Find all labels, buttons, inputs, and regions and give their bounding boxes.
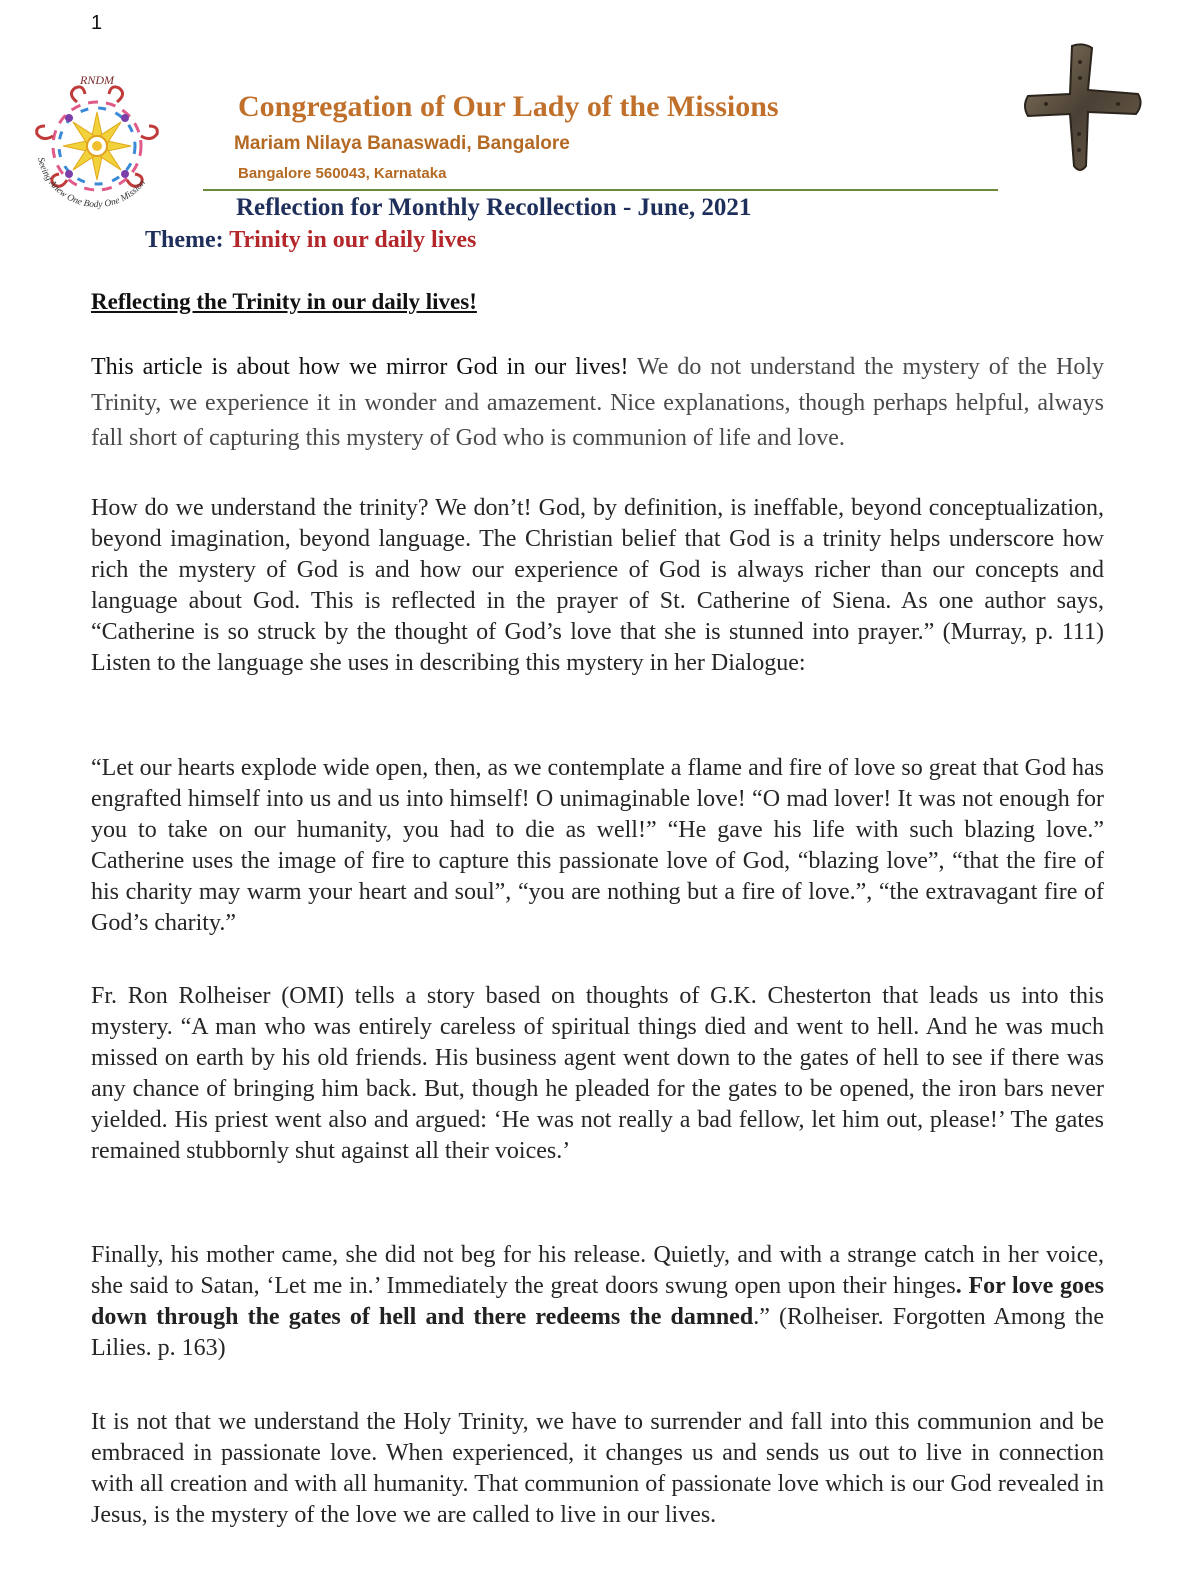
intro-rest: We do not understand the mystery of the Holy Trinity, we experience it in wonder and amazement. Nice explanations, though perhaps helpful, always fall short of capturing this mystery of God who is communion of life and love.: [91, 354, 1105, 451]
paragraph-mother-story: [91, 1240, 1104, 1364]
paragraph-intro: [91, 350, 1104, 457]
theme-line: [145, 227, 476, 254]
org-address-line1: Mariam Nilaya Banaswadi, Bangalore: [234, 133, 570, 154]
org-address-line2: Bangalore 560043, Karnataka: [238, 165, 447, 182]
paragraph-rolheiser-story: Fr. Ron Rolheiser (OMI) tells a story based on thoughts of G.K. Chesterton that leads us into this mystery. “A man who was entirely careless of spiritual things died and went to hell. And he was much missed on earth by his old friends. His business agent went down to the gates of hell to see if there was any chance of bringing him back. But, though he pleaded for the gates to be opened, the iron bars never yielded. His priest went also and argued: ‘He was not really a bad fellow, let him out, please!’ The gates remained stubbornly shut against all their voices.’: [91, 983, 1104, 1164]
mother-story-citation: .” (Rolheiser. Forgotten Among the Lilies. p. 163): [91, 1304, 1104, 1361]
theme-label: Theme:: [145, 227, 224, 253]
org-name: Congregation of Our Lady of the Missions: [238, 90, 779, 123]
header-divider: [203, 189, 998, 191]
svg-text:Seeing Anew One Body One Missi: Seeing Anew One Body One Mission: [35, 156, 148, 211]
intro-lead: This article is about how we mirror God in our lives!: [91, 354, 629, 380]
paragraph-catherine-quote: “Let our hearts explode wide open, then, as we contemplate a flame and fire of love so great that God has engrafted himself into us and us into himself! O unimaginable love! “O mad lover! It was not enough for you to take on our humanity, you had to die as well!” “He gave his life with such blazing love.” Catherine uses the image of fire to capture this passionate love of God, “blazing love”, “that the fire of his charity may warm your heart and soul”, “you are nothing but a fire of love.”, “the extravagant fire of God’s charity.”: [91, 755, 1104, 936]
reflection-title: Reflection for Monthly Recollection - June, 2021: [236, 194, 752, 221]
page-number: 1: [91, 12, 103, 34]
bronze-cross-icon: [1022, 42, 1144, 174]
mother-story-text: Finally, his mother came, she did not beg for his release. Quietly, and with a strange catch in her voice, she said to Satan, ‘Let me in.’ Immediately the great doors swung open upon their hinges: [91, 1242, 1104, 1299]
paragraph-conclusion: It is not that we understand the Holy Trinity, we have to surrender and fall into this communion and be embraced in passionate love. When experienced, it changes us and sends us out to live in connection with all creation and with all humanity. That communion of passionate love which is our God revealed in Jesus, is the mystery of the love we are called to live in our lives.: [91, 1409, 1104, 1528]
rndm-flower-logo-icon: [22, 66, 172, 216]
svg-text:RNDM: RNDM: [80, 73, 114, 87]
paragraph-trinity-understanding: How do we understand the trinity? We don’t! God, by definition, is ineffable, beyond conceptualization, beyond imagination, beyond language. The Christian belief that God is a trinity helps underscore how rich the mystery of God is and how our experience of God is always richer than our concepts and language about God. This is reflected in the prayer of St. Catherine of Siena. As one author says, “Catherine is so struck by the thought of God’s love that she is stunned into prayer.” (Murray, p. 111) Listen to the language she uses in describing this mystery in her Dialogue:: [91, 495, 1104, 676]
theme-value: Trinity in our daily lives: [229, 227, 477, 253]
mother-story-bold: . For love goes down through the gates of hell and there redeems the damned: [91, 1273, 1104, 1330]
article-heading: Reflecting the Trinity in our daily lives!: [91, 289, 477, 314]
